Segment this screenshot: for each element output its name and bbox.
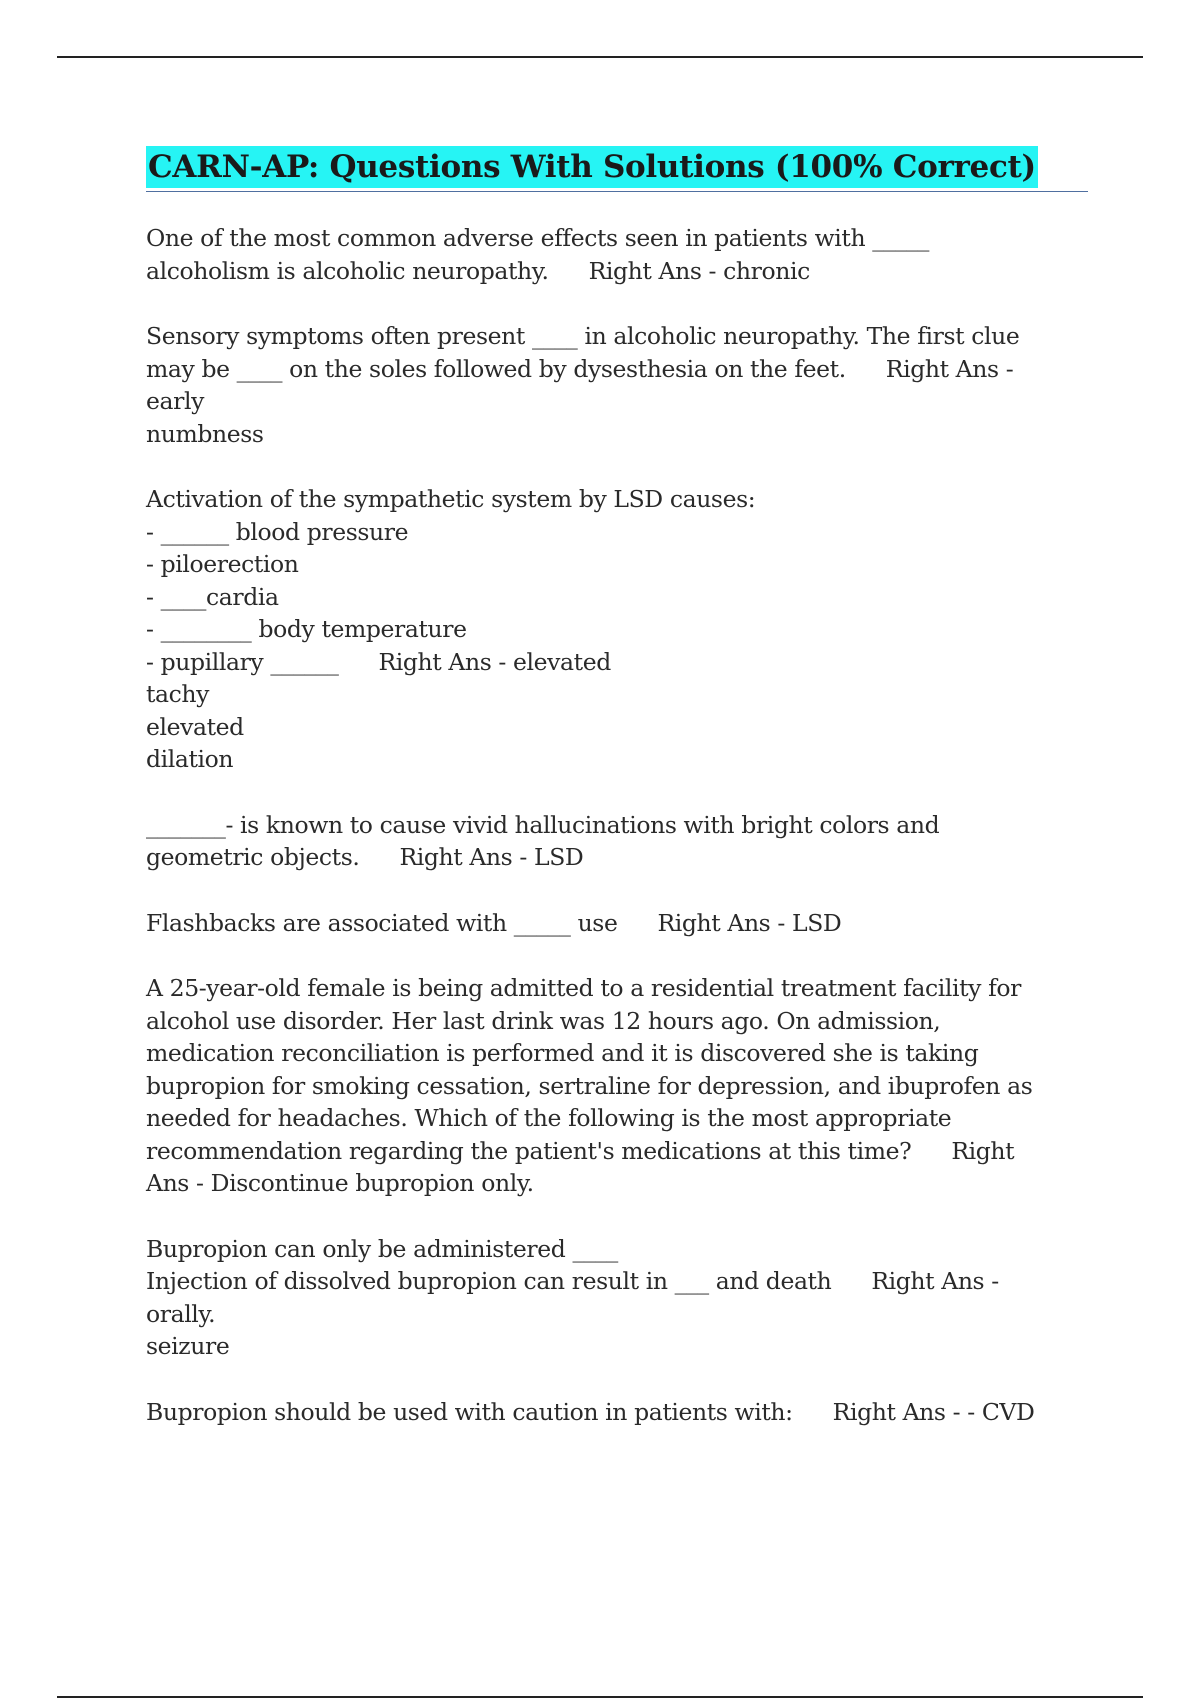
answer-line: orally. xyxy=(146,1299,216,1328)
answer-text: Right Ans - elevated xyxy=(378,647,611,676)
question-line: - ______ blood pressure xyxy=(146,517,409,546)
question-line: alcohol use disorder. Her last drink was 12 hours ago. On admission, xyxy=(146,1006,941,1035)
qa-item xyxy=(146,320,1086,450)
question-line: Activation of the sympathetic system by LSD causes: xyxy=(146,485,756,513)
answer-text: Right xyxy=(951,1136,1015,1165)
question-line: Injection of dissolved bupropion can result in ___ and death Right Ans - xyxy=(146,1267,999,1295)
answer-line: numbness xyxy=(146,419,264,448)
question-line: geometric objects. Right Ans - LSD xyxy=(146,843,584,871)
answer-line: dilation xyxy=(146,745,234,773)
answer-text: Right Ans - LSD xyxy=(657,908,842,937)
qa-item xyxy=(146,972,1086,1200)
question-line: medication reconciliation is performed and it is discovered she is taking xyxy=(146,1039,979,1067)
question-line: _______- is known to cause vivid hallucinations with bright colors and xyxy=(146,810,940,839)
question-line: Sensory symptoms often present ____ in alcoholic neuropathy. The first clue xyxy=(146,322,1020,350)
question-line: needed for headaches. Which of the following is the most appropriate xyxy=(146,1104,952,1132)
answer-text: Right Ans - chronic xyxy=(588,256,810,285)
qa-item xyxy=(146,809,1086,874)
document-title: CARN-AP: Questions With Solutions (100% Correct) xyxy=(146,146,1038,188)
question-line: - ____cardia xyxy=(146,582,279,611)
question-line: bupropion for smoking cessation, sertraline for depression, and ibuprofen as xyxy=(146,1071,1033,1100)
qa-item xyxy=(146,222,1086,287)
question-line: Bupropion can only be administered ____ xyxy=(146,1234,618,1263)
answer-text: Right Ans - xyxy=(871,1267,999,1295)
question-line: A 25-year-old female is being admitted to a residential treatment facility for xyxy=(146,974,1022,1002)
answer-line: tachy xyxy=(146,680,210,708)
title-block xyxy=(146,146,1088,192)
question-line: Flashbacks are associated with _____ use Right Ans - LSD xyxy=(146,908,842,937)
qa-item xyxy=(146,483,1086,776)
qa-item xyxy=(146,907,1086,940)
question-line: recommendation regarding the patient's medications at this time? Right xyxy=(146,1136,1015,1165)
question-line: One of the most common adverse effects seen in patients with _____ xyxy=(146,224,929,252)
document-body xyxy=(146,146,1086,1461)
answer-text: Right Ans - xyxy=(885,354,1014,383)
question-line: alcoholism is alcoholic neuropathy. Right Ans - chronic xyxy=(146,256,810,285)
question-line: Bupropion should be used with caution in patients with: Right Ans - - CVD xyxy=(146,1397,1035,1426)
question-line: - piloerection xyxy=(146,550,299,578)
answer-text: Right Ans - LSD xyxy=(399,843,584,871)
answer-line: seizure xyxy=(146,1332,230,1360)
qa-item xyxy=(146,1233,1086,1363)
answer-line: Ans - Discontinue bupropion only. xyxy=(146,1169,534,1197)
bottom-rule xyxy=(57,1696,1143,1698)
answer-text: Right Ans - - CVD xyxy=(832,1397,1035,1426)
question-line: may be ____ on the soles followed by dysesthesia on the feet. Right Ans - xyxy=(146,354,1014,383)
top-rule xyxy=(57,56,1143,58)
answer-line: early xyxy=(146,387,204,415)
question-line: - ________ body temperature xyxy=(146,615,467,643)
answer-line: elevated xyxy=(146,712,244,741)
question-line: - pupillary ______ Right Ans - elevated xyxy=(146,647,611,676)
qa-item xyxy=(146,1396,1086,1429)
